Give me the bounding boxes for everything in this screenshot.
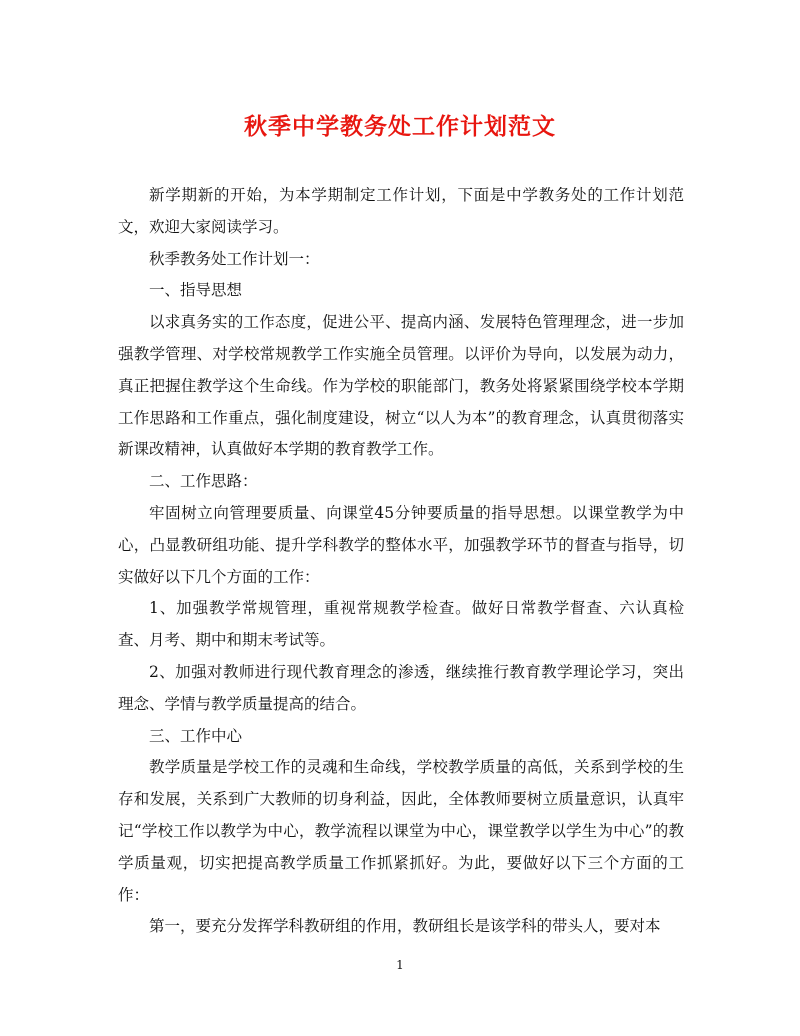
list-item-2: 2、加强对教师进行现代教育理念的渗透，继续推行教育教学理论学习，突出理念、学情与教学质量提高的结合。 bbox=[118, 662, 684, 713]
document-title: 秋季中学教务处工作计划范文 bbox=[244, 113, 556, 140]
list-item-1: 1、加强教学常规管理，重视常规教学检查。做好日常教学督查、六认真检查、月考、期中和期末考试等。 bbox=[118, 599, 684, 650]
paragraph-work-approach: 牢固树立向管理要质量、向课堂45分钟要质量的指导思想。以课堂教学为中心，凸显教研组功能、提升学科教学的整体水平，加强教学环节的督查与指导，切实做好以下几个方面的工作： bbox=[118, 503, 684, 586]
paragraph-guiding-thought: 以求真务实的工作态度，促进公平、提高内涵、发展特色管理理念，进一步加强教学管理、对学校常规教学工作实施全员管理。以评价为导向，以发展为动力，真正把握住教学这个生命线。作为学校的职能部门，教务处将紧紧围绕学校本学期工作思路和工作重点，强化制度建设，树立“以人为本”的教育理念，认真贯彻落实新课改精神，认真做好本学期的教育教学工作。 bbox=[118, 313, 684, 459]
document-body bbox=[118, 180, 684, 943]
section-heading-work-approach: 二、工作思路： bbox=[149, 472, 258, 491]
paragraph-work-center: 教学质量是学校工作的灵魂和生命线，学校教学质量的高低，关系到学校的生存和发展，关系到广大教师的切身利益，因此，全体教师要树立质量意识，认真牢记“学校工作以教学为中心，教学流程以课堂为中心，课堂教学以学生为中心”的教学质量观，切实把提高教学质量工作抓紧抓好。为此，要做好以下三个方面的工作： bbox=[118, 758, 684, 904]
paragraph-first-point: 第一，要充分发挥学科教研组的作用，教研组长是该学科的带头人，要对本 bbox=[149, 917, 661, 936]
paragraph-intro: 新学期新的开始，为本学期制定工作计划，下面是中学教务处的工作计划范文，欢迎大家阅读学习。 bbox=[118, 186, 684, 236]
section-heading-work-center: 三、工作中心 bbox=[149, 726, 243, 745]
section-heading-guiding-thought: 一、指导思想 bbox=[149, 281, 243, 300]
page-number: 1 bbox=[396, 958, 404, 972]
paragraph-plan-heading: 秋季教务处工作计划一： bbox=[149, 249, 320, 268]
